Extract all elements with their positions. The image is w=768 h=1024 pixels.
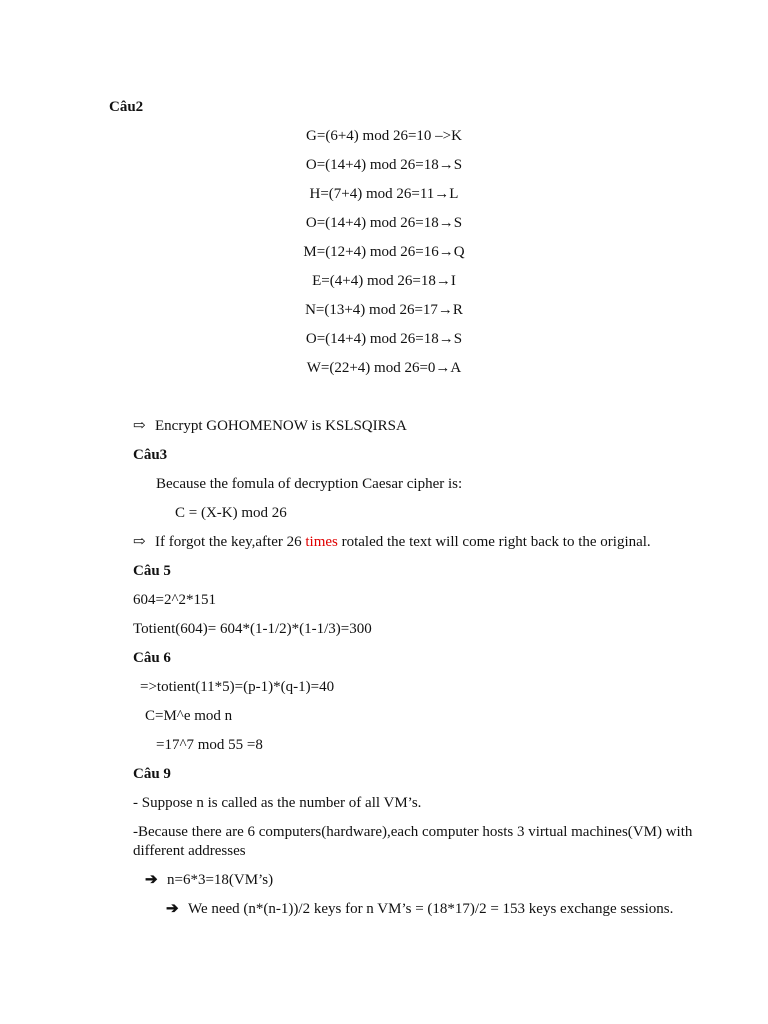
totient-pq-line: =>totient(11*5)=(p-1)*(q-1)=40 bbox=[140, 679, 335, 695]
keys-text: We need (n*(n-1))/2 keys for n VM’s = (18*17)/2 = 153 keys exchange sessions. bbox=[188, 901, 674, 917]
calc-line: N=(13+4) mod 26=17→R bbox=[305, 302, 463, 318]
forgot-text-start: If forgot the key,after 26 bbox=[155, 534, 306, 550]
heading-cau6: Câu 6 bbox=[133, 650, 171, 666]
n-equals-text: n=6*3=18(VM’s) bbox=[167, 872, 274, 888]
encrypt-text: Encrypt GOHOMENOW is KSLSQIRSA bbox=[155, 418, 407, 434]
encrypt-line bbox=[133, 417, 407, 435]
heading-cau3: Câu3 bbox=[133, 447, 168, 463]
cipher-formula-line: C=M^e mod n bbox=[145, 708, 233, 724]
calc-line: W=(22+4) mod 26=0→A bbox=[306, 360, 462, 376]
because-computers-line-cont: different addresses bbox=[133, 843, 246, 859]
keys-line bbox=[166, 900, 673, 918]
forgot-text-end: rotaled the text will come right back to the original. bbox=[337, 534, 651, 550]
calc-line: H=(7+4) mod 26=11→L bbox=[309, 186, 459, 202]
hollow-arrow-icon: ⇨ bbox=[133, 418, 146, 434]
heading-cau9: Câu 9 bbox=[133, 766, 171, 782]
cipher-result-line: =17^7 mod 55 =8 bbox=[156, 737, 263, 753]
hollow-arrow-icon: ⇨ bbox=[133, 534, 146, 550]
totient-line: Totient(604)= 604*(1-1/2)*(1-1/3)=300 bbox=[133, 621, 372, 637]
heading-cau2: Câu2 bbox=[109, 99, 144, 115]
because-computers-line: -Because there are 6 computers(hardware),each computer hosts 3 virtual machines(VM) with bbox=[133, 824, 693, 840]
calc-line: G=(6+4) mod 26=10 –>K bbox=[306, 128, 462, 144]
heading-cau5: Câu 5 bbox=[133, 563, 171, 579]
highlight-times: times bbox=[305, 534, 338, 550]
because-line: Because the fomula of decryption Caesar cipher is: bbox=[156, 476, 463, 492]
solid-arrow-icon: ➔ bbox=[166, 901, 179, 917]
solid-arrow-icon: ➔ bbox=[145, 872, 158, 888]
calc-line: E=(4+4) mod 26=18→I bbox=[312, 273, 456, 289]
factor-line: 604=2^2*151 bbox=[133, 592, 216, 608]
n-equals-line bbox=[145, 871, 273, 889]
suppose-line: - Suppose n is called as the number of all VM’s. bbox=[133, 795, 422, 811]
calc-line: O=(14+4) mod 26=18→S bbox=[305, 157, 463, 173]
calc-line: O=(14+4) mod 26=18→S bbox=[305, 331, 463, 347]
forgot-line bbox=[133, 533, 651, 551]
formula-line: C = (X-K) mod 26 bbox=[175, 505, 287, 521]
calc-line: M=(12+4) mod 26=16→Q bbox=[303, 244, 465, 260]
calc-line: O=(14+4) mod 26=18→S bbox=[305, 215, 463, 231]
